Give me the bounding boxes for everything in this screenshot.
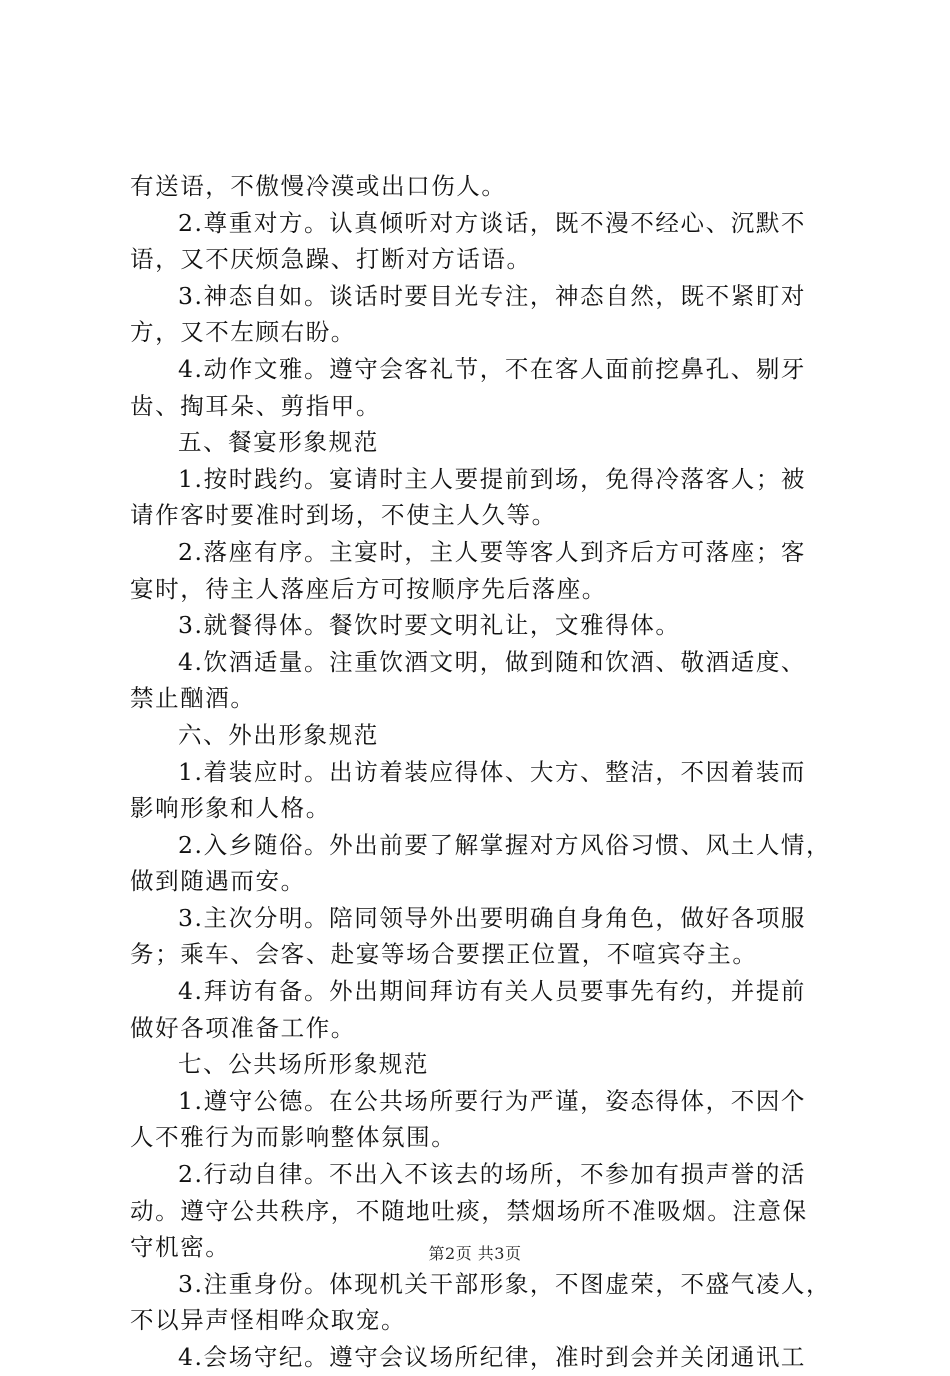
text-line: 1.按时践约。宴请时主人要提前到场，免得冷落客人；被 [178, 464, 807, 493]
text-line: 2.落座有序。主宴时，主人要等客人到齐后方可落座；客 [178, 537, 807, 566]
text-line: 1.着装应时。出访着装应得体、大方、整洁，不因着装而 [178, 757, 807, 786]
text-line: 齿、掏耳朵、剪指甲。 [130, 391, 381, 420]
text-line: 4.会场守纪。遵守会议场所纪律，准时到会并关闭通讯工 [178, 1343, 807, 1371]
text-line: 4.拜访有备。外出期间拜访有关人员要事先有约，并提前 [178, 977, 807, 1006]
text-line: 做到随遇而安。 [130, 867, 306, 896]
text-line: 六、外出形象规范 [178, 720, 379, 749]
text-line: 3.主次分明。陪同领导外出要明确自身角色，做好各项服 [178, 903, 807, 932]
text-line: 七、公共场所形象规范 [178, 1050, 429, 1079]
text-line: 做好各项准备工作。 [130, 1013, 356, 1042]
text-line: 4.动作文雅。遵守会客礼节，不在客人面前挖鼻孔、剔牙 [178, 354, 807, 383]
text-line: 3.就餐得体。餐饮时要文明礼让，文雅得体。 [178, 611, 681, 640]
text-line: 4.饮酒适量。注重饮酒文明，做到随和饮酒、敬酒适度、 [178, 647, 807, 676]
page-footer: 第2页 共3页 [428, 1244, 522, 1263]
text-line: 1.遵守公德。在公共场所要行为严谨，姿态得体，不因个 [178, 1086, 807, 1115]
document-body [130, 168, 842, 1376]
text-line: 人不雅行为而影响整体氛围。 [130, 1123, 457, 1152]
text-line: 不以异声怪相哗众取宠。 [130, 1306, 407, 1335]
text-line: 有送语，不傲慢冷漠或出口伤人。 [130, 172, 507, 200]
text-line: 2.入乡随俗。外出前要了解掌握对方风俗习惯、风土人情， [178, 830, 832, 859]
text-line: 请作客时要准时到场，不使主人久等。 [130, 501, 557, 530]
text-line: 影响形象和人格。 [130, 794, 331, 823]
text-line: 五、餐宴形象规范 [178, 428, 379, 457]
text-line: 语，又不厌烦急躁、打断对方话语。 [130, 245, 532, 274]
text-line: 务；乘车、会客、赴宴等场合要摆正位置，不喧宾夺主。 [130, 940, 758, 969]
text-line: 动。遵守公共秩序，不随地吐痰，禁烟场所不准吸烟。注意保 [130, 1196, 808, 1225]
text-line: 3.神态自如。谈话时要目光专注，神态自然，既不紧盯对 [178, 281, 807, 310]
text-line: 禁止酗酒。 [130, 684, 256, 713]
text-line: 2.尊重对方。认真倾听对方谈话，既不漫不经心、沉默不 [178, 208, 807, 237]
text-line: 宴时，待主人落座后方可按顺序先后落座。 [130, 574, 607, 603]
text-line: 2.行动自律。不出入不该去的场所，不参加有损声誉的活 [178, 1160, 807, 1189]
text-line: 守机密。 [130, 1233, 231, 1262]
text-line: 方，又不左顾右盼。 [130, 318, 356, 347]
text-line: 3.注重身份。体现机关干部形象，不图虚荣，不盛气凌人， [178, 1269, 832, 1298]
